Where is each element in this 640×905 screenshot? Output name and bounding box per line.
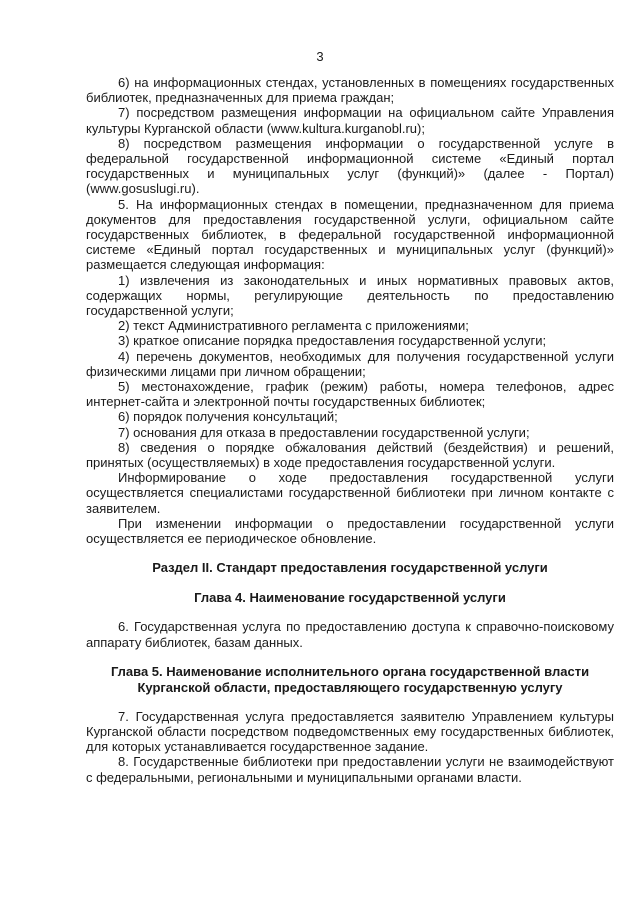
paragraph: 8. Государственные библиотеки при предоставлении услуги не взаимодействуют с федеральными, региональными и муниципальными органами власти. [86,754,614,785]
paragraph: 5. На информационных стендах в помещении, предназначенном для приема документов для предоставления государственной услуги, официальном сайте государственных библиотек, в федеральной государственной информационной системе «Единый портал государственных и муниципальных услуг (функций)» размещается следующая информация: [86,196,614,273]
paragraph: При изменении информации о предоставлении государственной услуги осуществляется ее периодическое обновление. [86,515,614,547]
paragraph: 2) текст Административного регламента с приложениями; [118,318,469,334]
chapter-5-paragraphs [86,709,614,785]
paragraph: 8) посредством размещения информации о государственной услуге в федеральной государственной информационной системе «Единый портал государственных и муниципальных услуг (функций)» (далее - Портал) (www.gosuslugi.ru). [86,135,614,197]
section-title: Раздел II. Стандарт предоставления государственной услуги [152,560,548,576]
paragraph: 3) краткое описание порядка предоставления государственной услуги; [118,333,547,349]
page-number: 3 [316,49,324,64]
top-paragraphs [86,75,614,546]
chapter-4-title: Глава 4. Наименование государственной услуги [194,590,506,606]
paragraph: 7) основания для отказа в предоставлении государственной услуги; [118,424,530,440]
chapter-4-paragraph: 6. Государственная услуга по предоставлению доступа к справочно-поисковому аппарату библиотек, базам данных. [86,619,614,650]
paragraph: 1) извлечения из законодательных и иных нормативных правовых актов, содержащих нормы, регулирующие деятельность по предоставлению государственной услуги; [86,272,614,319]
paragraph: 7) посредством размещения информации на официальном сайте Управления культуры Курганской области (www.kultura.kurganobl.ru); [86,105,614,136]
chapter-5-title-line-1: Глава 5. Наименование исполнительного органа государственной власти [110,663,590,679]
paragraph: 7. Государственная услуга предоставляется заявителю Управлением культуры Курганской области посредством подведомственных ему государственных библиотек, для которых устанавливается государственное задание. [86,708,614,755]
paragraph: Информирование о ходе предоставления государственной услуги осуществляется специалистами государственной библиотеки при личном контакте с заявителем. [86,470,614,516]
paragraph: 8) сведения о порядке обжалования действий (бездействия) и решений, принятых (осуществляемых) в ходе предоставления государственной услуги. [86,439,614,471]
paragraph: 5) местонахождение, график (режим) работы, номера телефонов, адрес интернет-сайта и электронной почты государственных библиотек; [86,379,614,410]
document-body [86,75,614,785]
paragraph: 6) порядок получения консультаций; [118,409,338,425]
paragraph: 6) на информационных стендах, установленных в помещениях государственных библиотек, предназначенных для приема граждан; [86,75,614,106]
chapter-5-title-line-2: Курганской области, предоставляющего государственную услугу [137,679,563,695]
paragraph: 4) перечень документов, необходимых для получения государственной услуги физическими лицами при личном обращении; [86,348,614,379]
